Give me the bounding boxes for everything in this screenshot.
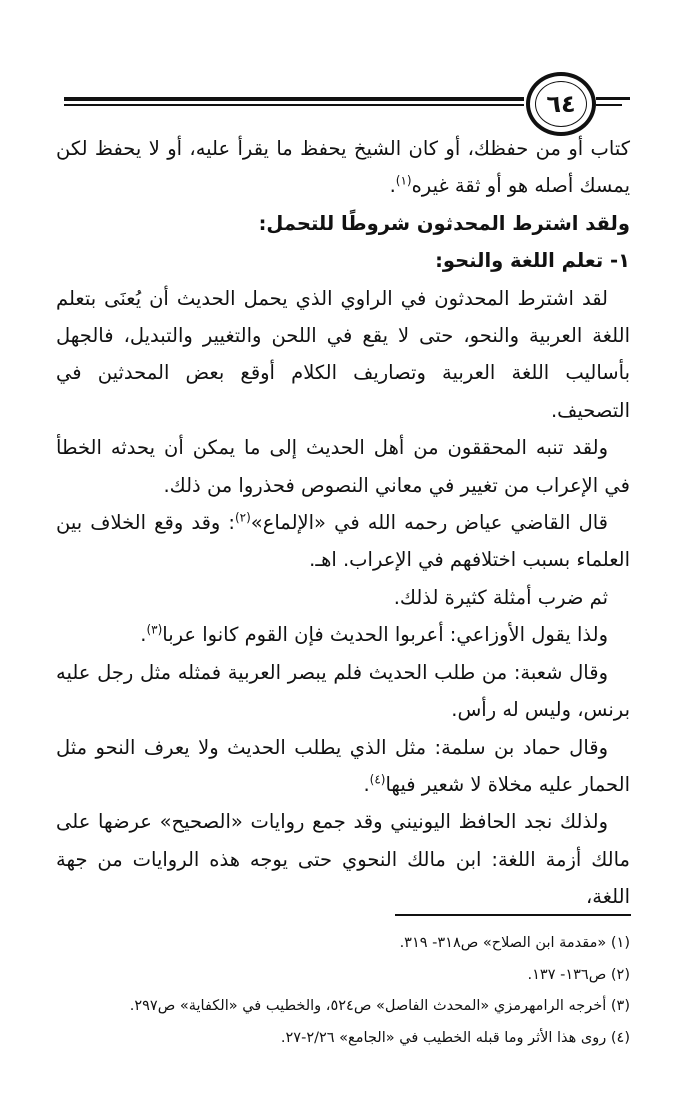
footnote-2: (٢) ص١٣٦- ١٣٧. bbox=[527, 966, 630, 983]
body-text bbox=[56, 130, 630, 916]
footnote-ref-1: (١) bbox=[395, 173, 412, 188]
paragraph-4: قال القاضي عياض رحمه الله في «الإلماع»$^{(٢)}$: وقد وقع الخلاف بين العلماء بسبب اختلافهم في الإعراب. اهـ. bbox=[56, 510, 630, 572]
paragraph-8: وقال حماد بن سلمة: مثل الذي يطلب الحديث ولا يعرف النحو مثل الحمار عليه مخلاة لا شعير فيها$^{(٤)}$. bbox=[56, 735, 630, 796]
section-heading: ولقد اشترط المحدثون شروطًا للتحمل: bbox=[258, 211, 630, 235]
paragraph-3: ولقد تنبه المحققون من أهل الحديث إلى ما يمكن أن يحدثه الخطأ في الإعراب من تغيير في معاني النصوص فحذروا من ذلك. bbox=[56, 436, 630, 497]
paragraph-5: ثم ضرب أمثلة كثيرة لذلك. bbox=[393, 585, 608, 609]
page-number: ٦٤ bbox=[535, 81, 587, 127]
footnote-ref-4: (٤) bbox=[369, 772, 386, 787]
header-rule-thin bbox=[64, 104, 524, 106]
header-rule-thick bbox=[64, 97, 524, 101]
paragraph-6: ولذا يقول الأوزاعي: أعربوا الحديث فإن القوم كانوا عربا$^{(٣)}$. bbox=[140, 622, 608, 647]
footnote-ref-2: (٢) bbox=[234, 510, 251, 525]
page-number-badge bbox=[526, 72, 596, 136]
paragraph-1: كتاب أو من حفظك، أو كان الشيخ يحفظ ما يقرأ عليه، أو لا يحفظ لكن يمسك أصله هو أو ثقة غيره$^{(١)}$. bbox=[56, 137, 630, 198]
subsection-heading: ١- تعلم اللغة والنحو: bbox=[435, 249, 630, 273]
footnote-4: (٤) روى هذا الأثر وما قبله الخطيب في «الجامع» ٢/٢٦-٢٧. bbox=[280, 1029, 630, 1046]
header-rule-right bbox=[596, 97, 630, 100]
footnotes bbox=[70, 928, 630, 1054]
paragraph-9: ولذلك نجد الحافظ اليونيني وقد جمع روايات «الصحيح» عرضها على مالك أزمة اللغة: ابن مالك النحوي حتى يوجه هذه الروايات من جهة اللغة، bbox=[56, 810, 630, 909]
paragraph-2: لقد اشترط المحدثون في الراوي الذي يحمل الحديث أن يُعنَى بتعلم اللغة العربية والنحو، حتى لا يقع في اللحن والتغيير والتبديل، فالجهل بأساليب اللغة العربية وتصاريف الكلام أوقع بعض المحدثين في التصحيف. bbox=[56, 286, 630, 422]
header-rule-right-thin bbox=[596, 104, 622, 106]
footnote-1: (١) «مقدمة ابن الصلاح» ص٣١٨- ٣١٩. bbox=[399, 935, 630, 951]
footnote-separator bbox=[395, 914, 631, 916]
footnote-3: (٣) أخرجه الرامهرمزي «المحدث الفاصل» ص٥٢٤، والخطيب في «الكفاية» ص٢٩٧. bbox=[129, 998, 630, 1014]
footnote-ref-3: (٣) bbox=[146, 622, 163, 637]
paragraph-7: وقال شعبة: من طلب الحديث فلم يبصر العربية فمثله مثل رجل عليه برنس، وليس له رأس. bbox=[56, 660, 630, 722]
